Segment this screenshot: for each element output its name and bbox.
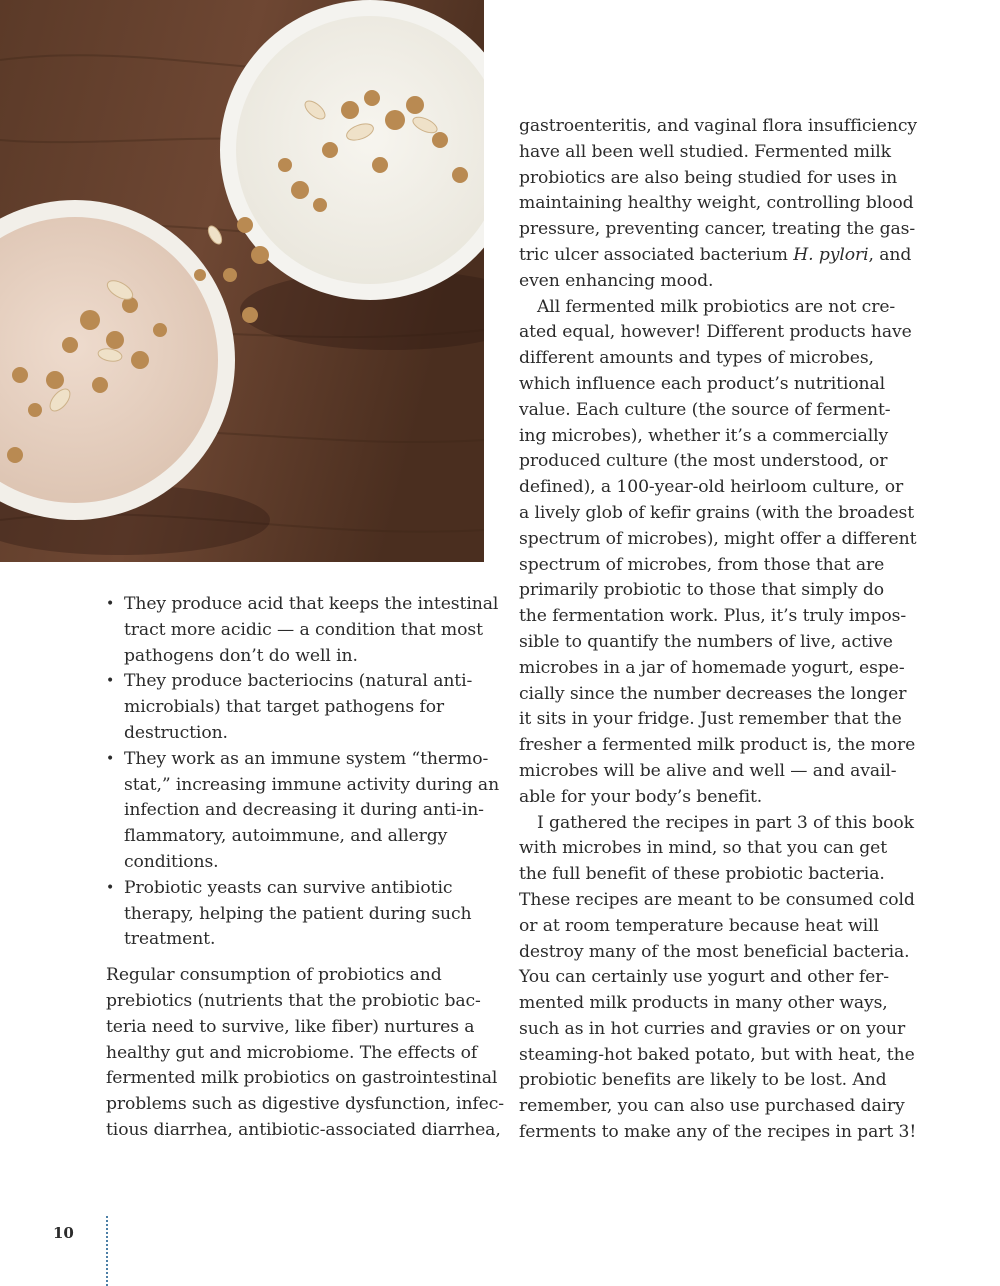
right-paragraph-2 [519, 295, 917, 811]
text-line: such as in hot curries and gravies or on your [519, 1018, 906, 1039]
bullet-item [106, 669, 482, 746]
text-line: These recipes are meant to be consumed cold [519, 889, 915, 910]
text-line: destroy many of the most beneficial bacteria. [519, 941, 910, 962]
text-line: cially since the number decreases the longer [519, 683, 907, 704]
text-line: spectrum of microbes), might offer a different [519, 528, 917, 549]
text-line: the fermentation work. Plus, it’s truly impos- [519, 606, 907, 627]
bullet-icon: • [106, 673, 115, 690]
right-column [519, 114, 917, 1146]
text-line: They produce acid that keeps the intestinal [124, 594, 499, 614]
text-line: teria need to survive, like fiber) nurtures a [106, 1016, 475, 1037]
text-line: which influence each product’s nutritional [519, 373, 886, 394]
text-line: with microbes in mind, so that you can get [519, 838, 888, 859]
text-line: remember, you can also use purchased dairy [519, 1096, 905, 1117]
text-segment: , and [868, 244, 912, 265]
text-line: ferments to make any of the recipes in part 3! [519, 1122, 917, 1143]
text-line: problems such as digestive dysfunction, infec- [106, 1094, 504, 1115]
bullet-icon: • [106, 750, 115, 767]
text-line: ated equal, however! Different products have [519, 322, 912, 343]
text-line: sible to quantify the numbers of live, active [519, 631, 893, 652]
text-line: therapy, helping the patient during such [124, 903, 472, 924]
text-line: Probiotic yeasts can survive antibiotic [124, 877, 453, 898]
text-line: treatment. [124, 929, 216, 950]
benefits-list [106, 592, 500, 953]
text-line: pathogens don’t do well in. [124, 645, 358, 666]
text-line: pressure, preventing cancer, treating the gas- [519, 219, 916, 240]
text-line: primarily probiotic to those that simply do [519, 580, 884, 601]
text-line: tract more acidic — a condition that most [124, 619, 483, 640]
text-line: different amounts and types of microbes, [519, 348, 874, 369]
text-line: You can certainly use yogurt and other fer- [519, 967, 889, 988]
bullet-icon: • [106, 879, 115, 896]
right-paragraph-1 [519, 114, 917, 295]
text-line: probiotic benefits are likely to be lost. And [519, 1070, 887, 1091]
page-number: 10 [53, 1224, 74, 1242]
text-line: gastroenteritis, and vaginal flora insufficiency [519, 116, 917, 136]
text-line: infection and decreasing it during anti-in- [124, 800, 484, 821]
italic-term: H. pylori [793, 244, 869, 265]
text-line: microbes will be alive and well — and avail- [519, 760, 897, 781]
text-line: defined), a 100-year-old heirloom culture, or [519, 477, 904, 498]
text-line [519, 243, 912, 269]
text-segment: tric ulcer associated bacterium [519, 244, 794, 265]
text-line: or at room temperature because heat will [519, 915, 879, 936]
text-line: spectrum of microbes, from those that are [519, 554, 885, 575]
text-line: value. Each culture (the source of ferment- [519, 399, 891, 420]
text-line: have all been well studied. Fermented milk [519, 141, 891, 162]
text-line: destruction. [124, 722, 228, 743]
text-line: Regular consumption of probiotics and [106, 965, 442, 986]
text-line: healthy gut and microbiome. The effects of [106, 1042, 478, 1063]
text-line: All fermented milk probiotics are not cre- [537, 296, 896, 317]
text-line: stat,” increasing immune activity during an [124, 774, 500, 795]
text-line: probiotics are also being studied for uses in [519, 167, 898, 188]
text-line: maintaining healthy weight, controlling blood [519, 193, 914, 214]
text-line: it sits in your fridge. Just remember that the [519, 709, 902, 730]
text-line: microbes in a jar of homemade yogurt, espe- [519, 657, 905, 678]
text-line: steaming-hot baked potato, but with heat, the [519, 1044, 915, 1065]
text-line: mented milk products in many other ways, [519, 993, 888, 1014]
text-line: conditions. [124, 851, 219, 872]
text-line: prebiotics (nutrients that the probiotic bac- [106, 990, 481, 1011]
left-column [106, 592, 504, 1144]
photo-illustration [0, 0, 484, 562]
text-line: microbials) that target pathogens for [124, 697, 445, 718]
bullet-item [106, 876, 482, 953]
text-line: ing microbes), whether it’s a commercially [519, 425, 889, 446]
text-line: I gathered the recipes in part 3 of this book [537, 812, 914, 833]
page-margin-rule [106, 1216, 108, 1286]
text-line: able for your body’s benefit. [519, 786, 763, 807]
right-paragraph-3 [519, 811, 917, 1146]
text-line: tious diarrhea, antibiotic-associated diarrhea, [106, 1119, 501, 1140]
left-paragraph [106, 963, 504, 1144]
text-line: the full benefit of these probiotic bacteria. [519, 864, 885, 885]
text-line: a lively glob of kefir grains (with the broadest [519, 502, 915, 523]
bullet-item [106, 747, 500, 876]
yogurt-bowls-photo [0, 0, 484, 562]
text-line: fresher a fermented milk product is, the more [519, 735, 916, 756]
text-line: They produce bacteriocins (natural anti- [124, 671, 473, 692]
text-line: flammatory, autoimmune, and allergy [124, 826, 448, 847]
text-line: They work as an immune system “thermo- [124, 748, 489, 769]
text-line: produced culture (the most understood, or [519, 451, 888, 472]
bullet-item [106, 592, 499, 669]
text-line: fermented milk probiotics on gastrointestinal [106, 1068, 498, 1089]
bullet-icon: • [106, 596, 115, 612]
text-line: even enhancing mood. [519, 270, 714, 291]
